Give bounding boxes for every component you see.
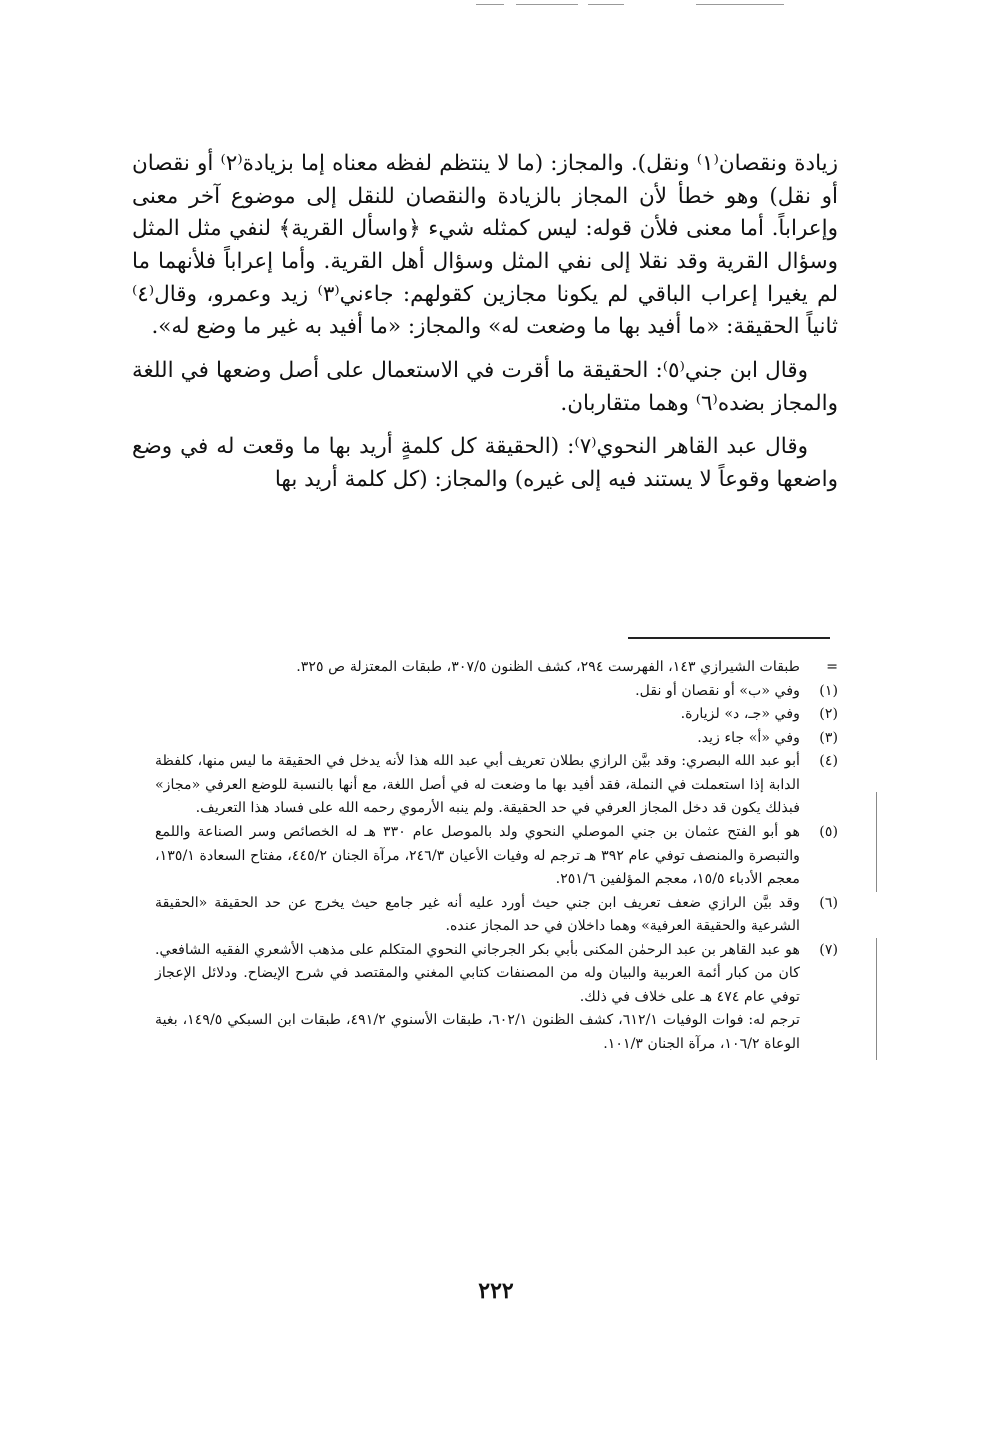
footnote-text: وفي «أ» جاء زيد. bbox=[697, 729, 800, 746]
scan-edge-mark bbox=[876, 938, 877, 1060]
page-number: ٢٢٢ bbox=[478, 1278, 514, 1304]
footnotes bbox=[155, 656, 838, 1057]
footnote-text: وقد بيَّن الرازي ضعف تعريف ابن جني حيث أورد عليه أنه غير جامع حيث يخرج عن حد الحقيقة «الحقيقة الشرعية والحقيقة العرفية» وهما داخلان في حد المجاز عنده. bbox=[155, 894, 800, 935]
footnote-text: طبقات الشيرازي ١٤٣، الفهرست ٢٩٤، كشف الظنون ٣٠٧/٥، طبقات المعتزلة ص ٣٢٥. bbox=[296, 659, 800, 675]
footnote-marker: (١) bbox=[819, 682, 838, 699]
footnote-text: هو أبو الفتح عثمان بن جني الموصلي النحوي ولد بالموصل عام ٣٣٠ هـ له الخصائص وسر الصناعة واللمع والتبصرة والمنصف توفي عام ٣٩٢ هـ ترجم له وفيات الأعيان ٢٤٦/٣، مرآة الجنان ٤٤٥/٢، مفتاح السعادة ١٣٥/١، معجم الأدباء ١٥/٥، معجم المؤلفين ٢٥١/٦. bbox=[155, 823, 800, 888]
footnote-marker: (٦) bbox=[819, 894, 838, 911]
footnote-5 bbox=[155, 821, 838, 892]
main-paragraph-1: زيادة ونقصان⁽١⁾ ونقل). والمجاز: (ما لا ينتظم لفظه معناه إما بزيادة⁽٢⁾ أو نقصان أو نقل) وهو خطأ لأن المجاز بالزيادة والنقصان للنقل إلى موضوع آخر معنى وإعراباً. أما معنى فلأن قوله: ليس كمثله شيء ﴿واسأل القرية﴾ لنفي مثل المثل وسؤال القرية وقد نقلا إلى نفي المثل وسؤال أهل القرية. وأما إعراباً فلأنهما ما لم يغيرا إعراب الباقي لم يكونا مجازين كقولهم: جاءني⁽٣⁾ زيد وعمرو، وقال⁽٤⁾ ثانياً الحقيقة: «ما أفيد بها ما وضعت له» والمجاز: «ما أفيد به غير ما وضع له». bbox=[132, 151, 839, 340]
footnote-text: هو عبد القاهر بن عبد الرحمٰن المكنى بأبي بكر الجرجاني النحوي المتكلم على مذهب الأشعري الفقيه الشافعي. كان من كبار أئمة العربية والبيان وله من المصنفات كتابي المغني والمقتصد في شرح الإيضاح. ودلائل الإعجاز توفي عام ٤٧٤ هـ على خلاف في ذلك. bbox=[155, 941, 800, 1005]
footnote-4 bbox=[155, 750, 838, 821]
footnote-3 bbox=[155, 727, 838, 751]
footnote-7-references bbox=[155, 1009, 838, 1056]
footnote-6 bbox=[155, 892, 838, 939]
main-paragraph-3: وقال عبد القاهر النحوي⁽٧⁾: (الحقيقة كل كلمةٍ أريد بها ما وقعت له في وضع واضعها وقوعاً لا يستند فيه إلى غيره) والمجاز: (كل كلمة أريد بها bbox=[132, 434, 838, 493]
footnote-separator bbox=[628, 637, 830, 639]
main-text bbox=[132, 148, 838, 497]
footnote-continuation bbox=[155, 656, 838, 680]
footnote-text: وفي «ب» أو نقصان أو نقل. bbox=[635, 682, 800, 699]
footnote-marker: (٤) bbox=[819, 753, 838, 770]
footnote-marker: (٣) bbox=[819, 729, 838, 746]
footnote-text: ترجم له: فوات الوفيات ٦١٢/١، كشف الظنون ٦٠٢/١، طبقات الأسنوي ٤٩١/٢، طبقات ابن السبكي ١٤٩/٥، بغية الوعاة ١٠٦/٢، مرآة الجنان ١٠١/٣. bbox=[155, 1012, 800, 1052]
footnote-text: أبو عبد الله البصري: وقد بيَّن الرازي بطلان تعريف أبي عبد الله هذا لأنه يدخل في الحقيقة ما ليس منها، كلفظة الدابة إذا استعملت في النملة، فقد أفيد بها ما وضعت له في أصل اللغة، مع أنها بالنسبة للوضع العرفي «مجاز» فبذلك يكون قد دخل المجاز العرفي في حد الحقيقة. ولم ينبه الأرموي رحمه الله على فساد هذا التعريف. bbox=[155, 753, 800, 817]
top-scan-marks bbox=[476, 4, 786, 10]
footnote-marker: = bbox=[826, 659, 838, 675]
footnote-2 bbox=[155, 703, 838, 727]
footnote-marker: (٥) bbox=[819, 823, 838, 840]
footnote-marker: (٧) bbox=[819, 941, 838, 958]
footnote-marker: (٢) bbox=[819, 706, 838, 723]
footnote-7 bbox=[155, 939, 838, 1010]
footnote-text: وفي «جـ، د» لزيارة. bbox=[680, 706, 800, 723]
main-paragraph-2: وقال ابن جني⁽٥⁾: الحقيقة ما أقرت في الاستعمال على أصل وضعها في اللغة والمجاز بضده⁽٦⁾ وهما متقاربان. bbox=[132, 358, 838, 416]
footnote-1 bbox=[155, 680, 838, 704]
scan-edge-mark bbox=[876, 792, 877, 892]
